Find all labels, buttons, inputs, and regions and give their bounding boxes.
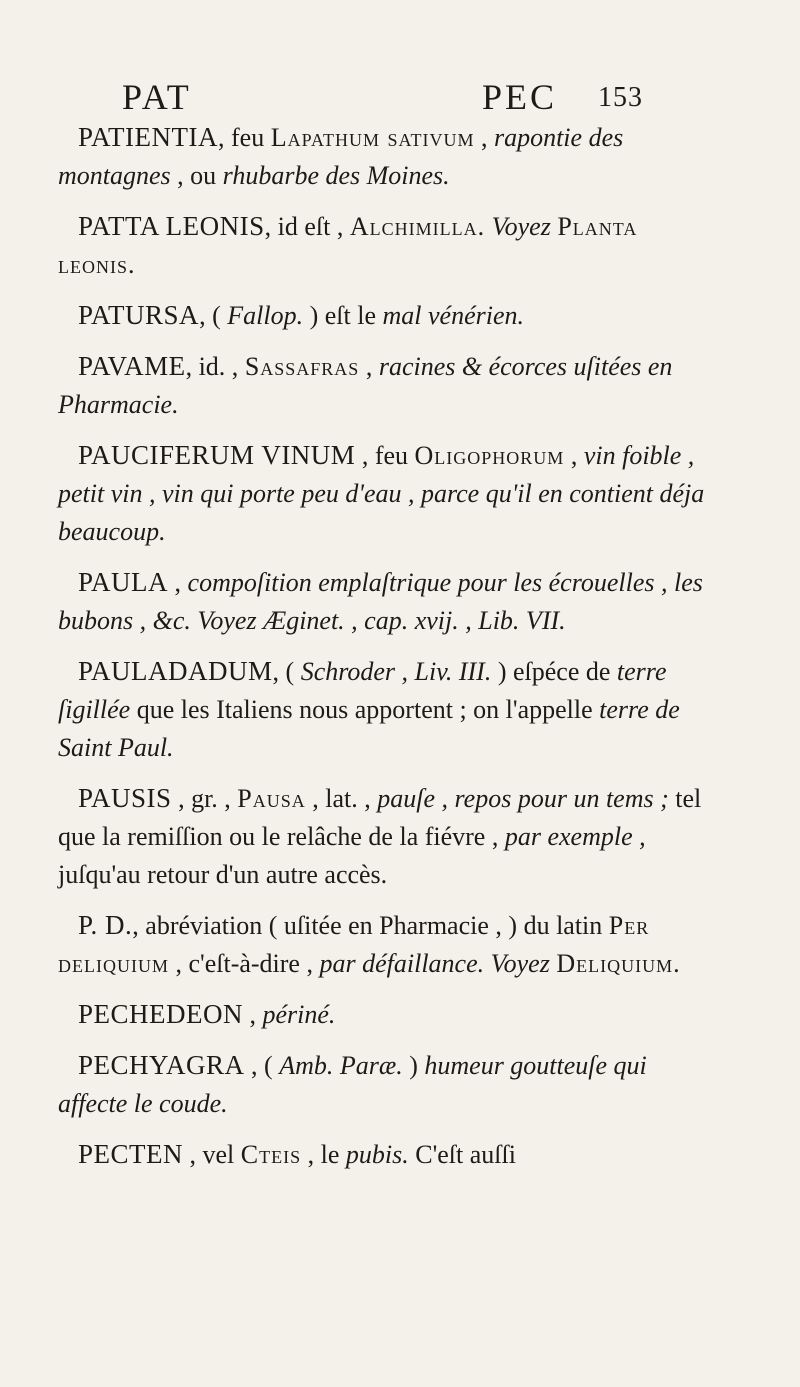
entry-pecten: PECTEN , vel Cteis , le pubis. C'eſt auſſi (78, 1139, 516, 1169)
entry-patientia: PATIENTIA, feu Lapathum sativum , rapontie des montagnes , ou rhubarbe des Moines. (58, 122, 624, 190)
entry-pauladadum: PAULADADUM, ( Schroder , Liv. III. ) eſpéce de terre ſigillée que les Italiens nous apportent ; on l'appelle terre de Saint Paul. (58, 656, 680, 762)
header-right: PEC (482, 77, 558, 117)
entry-pauciferum-vinum: PAUCIFERUM VINUM , feu Oligophorum , vin foible , petit vin , vin qui porte peu d'eau , parce qu'il en contient déja beaucoup. (58, 440, 705, 546)
entry-pavame: PAVAME, id. , Sassafras , racines & écorces uſitées en Pharmacie. (58, 351, 673, 419)
entry-patta-leonis: PATTA LEONIS, id eſt , Alchimilla. Voyez Planta leonis. (58, 211, 638, 279)
header-left: PAT (122, 77, 192, 117)
dictionary-entries (58, 118, 708, 1186)
entry-paula: PAULA , compoſition emplaſtrique pour les écrouelles , les bubons , &c. Voyez Æginet. , cap. xvij. , Lib. VII. (58, 567, 703, 635)
page-number: 153 (598, 82, 643, 113)
entry-p-d: P. D., abréviation ( uſitée en Pharmacie , ) du latin Per deliquium , c'eſt-à-dire , par défaillance. Voyez Deliquium. (58, 910, 681, 978)
running-header (0, 76, 800, 120)
entry-patursa: PATURSA, ( Fallop. ) eſt le mal vénérien. (78, 300, 525, 330)
entry-pausis: PAUSIS , gr. , Pausa , lat. , pauſe , repos pour un tems ; tel que la remiſſion ou le relâche de la fiévre , par exemple , juſqu'au retour d'un autre accès. (58, 783, 702, 889)
entry-pechedeon: PECHEDEON , périné. (78, 999, 336, 1029)
entry-pechyagra: PECHYAGRA , ( Amb. Paræ. ) humeur goutteuſe qui affecte le coude. (58, 1050, 647, 1118)
